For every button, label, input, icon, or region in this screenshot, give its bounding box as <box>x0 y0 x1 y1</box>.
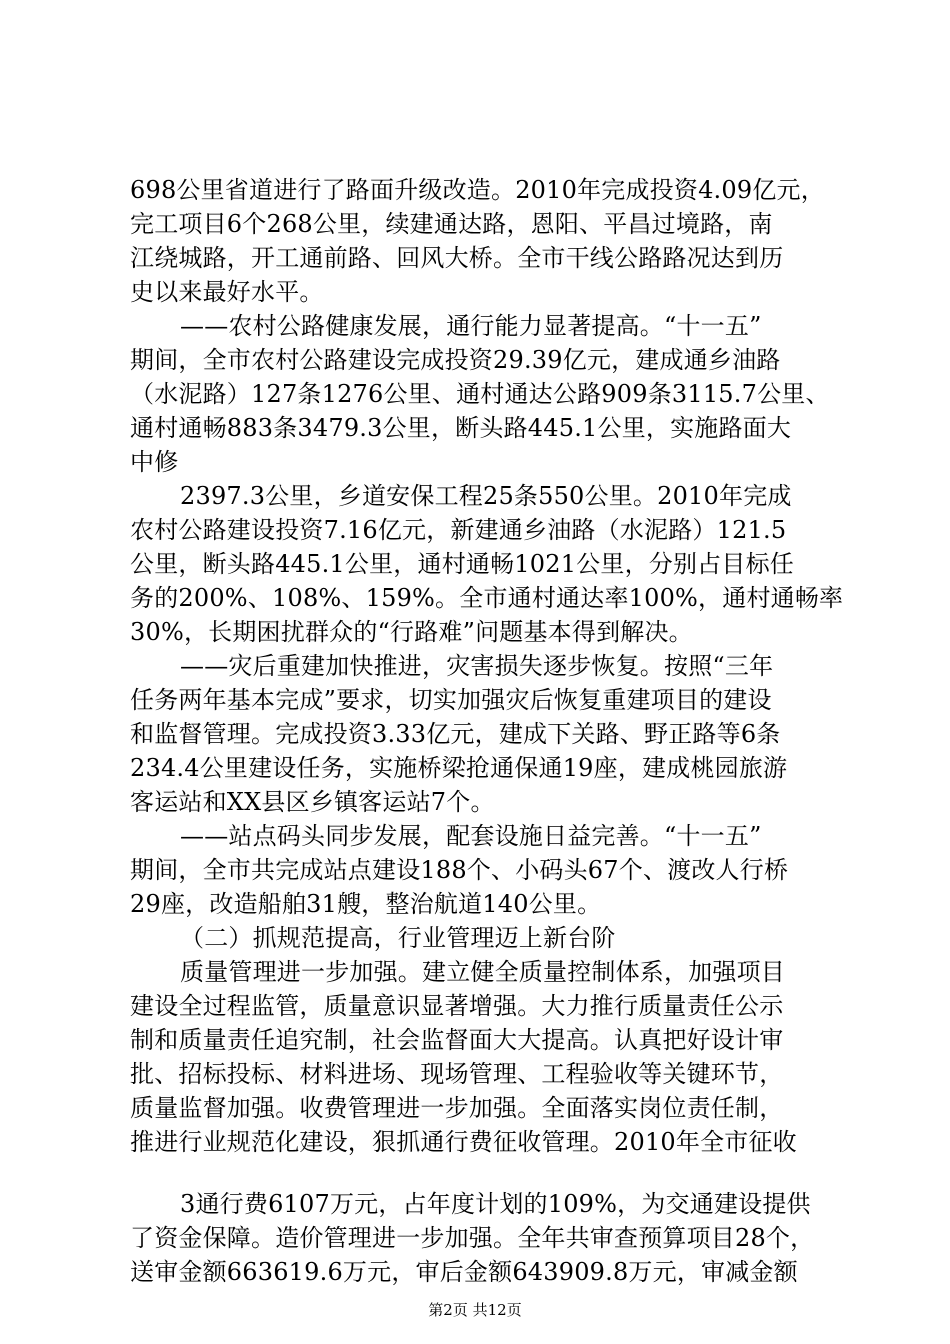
text-line: 30%，长期困扰群众的“行路难”问题基本得到解决。 <box>130 618 693 646</box>
text-line: 公里，断头路445.1公里，通村通畅1021公里，分别占目标任 <box>130 550 794 578</box>
text-line: 农村公路建设投资7.16亿元，新建通乡油路（水泥路）121.5 <box>130 516 787 544</box>
text-line: 史以来最好水平。 <box>130 278 324 306</box>
text-line: 任务两年基本完成”要求，切实加强灾后恢复重建项目的建设 <box>130 686 772 714</box>
text-line: 了资金保障。造价管理进一步加强。全年共审查预算项目28个， <box>130 1224 815 1252</box>
text-line: （水泥路）127条1276公里、通村通达公路909条3115.7公里、 <box>130 380 830 408</box>
paragraph-start-line: ——站点码头同步发展，配套设施日益完善。“十一五” <box>180 822 762 850</box>
text-line: 通村通畅883条3479.3公里，断头路445.1公里，实施路面大 <box>130 414 792 442</box>
text-line: 期间，全市农村公路建设完成投资29.39亿元，建成通乡油路 <box>130 346 781 374</box>
text-line: 送审金额663619.6万元，审后金额643909.8万元，审减金额 <box>130 1258 798 1286</box>
text-line: 制和质量责任追究制，社会监督面大大提高。认真把好设计审 <box>130 1026 784 1054</box>
text-line: 建设全过程监管，质量意识显著增强。大力推行质量责任公示 <box>130 992 784 1020</box>
paragraph-start-line: ——灾后重建加快推进，灾害损失逐步恢复。按照“三年 <box>180 652 774 680</box>
text-line: 客运站和XX县区乡镇客运站7个。 <box>130 788 495 816</box>
text-line: 中修 <box>130 448 179 476</box>
text-line: 期间，全市共完成站点建设188个、小码头67个、渡改人行桥 <box>130 856 789 884</box>
text-line: 和监督管理。完成投资3.33亿元，建成下关路、野正路等6条 <box>130 720 781 748</box>
text-line: 推进行业规范化建设，狠抓通行费征收管理。2010年全市征收 <box>130 1128 797 1156</box>
paragraph-start-line: ——农村公路健康发展，通行能力显著提高。“十一五” <box>180 312 762 340</box>
text-line: 698公里省道进行了路面升级改造。2010年完成投资4.09亿元， <box>130 176 825 204</box>
section-heading: （二）抓规范提高，行业管理迈上新台阶 <box>180 924 616 952</box>
text-line: 质量监督加强。收费管理进一步加强。全面落实岗位责任制， <box>130 1094 784 1122</box>
text-line: 29座，改造船舶31艘，整治航道140公里。 <box>130 890 602 918</box>
text-line: 完工项目6个268公里，续建通达路，恩阳、平昌过境路，南 <box>130 210 773 238</box>
text-line: 234.4公里建设任务，实施桥梁抢通保通19座，建成桃园旅游 <box>130 754 788 782</box>
text-line: 批、招标投标、材料进场、现场管理、工程验收等关键环节， <box>130 1060 784 1088</box>
paragraph-start-line: 3通行费6107万元，占年度计划的109%，为交通建设提供 <box>180 1190 811 1218</box>
text-line: 江绕城路，开工通前路、回风大桥。全市干线公路路况达到历 <box>130 244 784 272</box>
text-line: 务的200%、108%、159%。全市通村通达率100%，通村通畅率 <box>130 584 844 612</box>
paragraph-start-line: 质量管理进一步加强。建立健全质量控制体系，加强项目 <box>180 958 785 986</box>
page-footer: 第2页 共12页 <box>428 1301 522 1319</box>
paragraph-start-line: 2397.3公里，乡道安保工程25条550公里。2010年完成 <box>180 482 792 510</box>
